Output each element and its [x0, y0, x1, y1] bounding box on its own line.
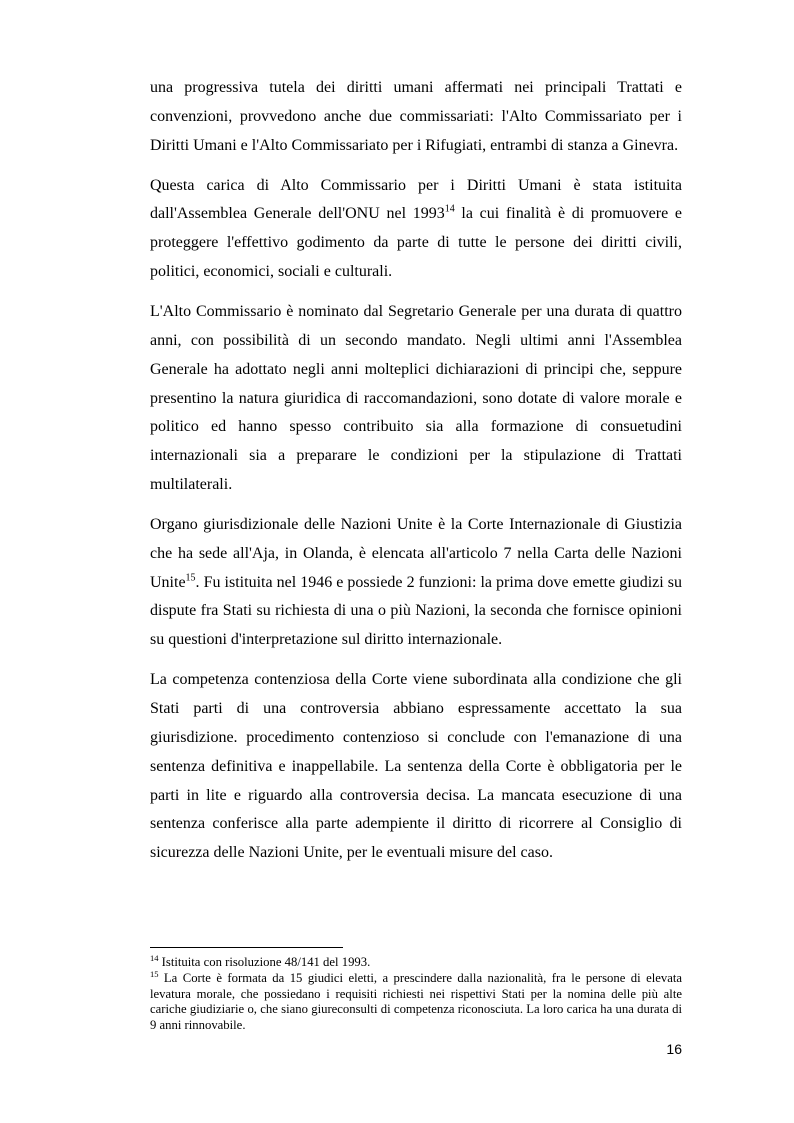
paragraph	[150, 172, 682, 287]
footnote-number: 14	[150, 952, 159, 963]
footnote-text: Istituita con risoluzione 48/141 del 1993.	[158, 955, 371, 969]
page-number: 16	[666, 1041, 682, 1057]
footnote	[150, 968, 682, 1034]
paragraph: una progressiva tutela dei diritti umani affermati nei principali Trattati e convenzioni, provvedono anche due commissariati: l'Alto Commissariato per i Diritti Umani e l'Alto Commissariato per i Rifugiati, entrambi di stanza a Ginevra.	[150, 79, 682, 154]
body-text	[150, 74, 682, 868]
footnote-separator	[150, 947, 343, 948]
footnote-number: 15	[150, 968, 159, 979]
footnote-reference[interactable]: 14	[444, 204, 455, 216]
paragraph-text: Questa carica di Alto Commissario per i Diritti Umani è stata istituita dall'Assemblea Generale dell'ONU nel 1993	[150, 176, 682, 223]
footnote-text: La Corte è formata da 15 giudici eletti, a prescindere dalla nazionalità, fra le persone di elevata levatura morale, che possiedano i requisiti richiesti nei rispettivi Stati per la nomina delle più alte cariche giudiziarie o, che siano giureconsulti di competenza riconosciuta. La loro carica ha una durata di 9 anni rinnovabile.	[150, 970, 682, 1033]
footnote	[150, 952, 682, 971]
paragraph: La competenza contenziosa della Corte viene subordinata alla condizione che gli Stati parti di una controversia abbiano espressamente accettato la sua giurisdizione. procedimento contenzioso si conclude con l'emanazione di una sentenza definitiva e inappellabile. La sentenza della Corte è obbligatoria per le parti in lite e riguardo alla controversia decisa. La mancata esecuzione di una sentenza conferisce alla parte adempiente il diritto di ricorrere al Consiglio di sicurezza delle Nazioni Unite, per le eventuali misure del caso.	[150, 671, 682, 862]
footnote-reference[interactable]: 15	[185, 572, 196, 584]
paragraph: L'Alto Commissario è nominato dal Segretario Generale per una durata di quattro anni, con possibilità di un secondo mandato. Negli ultimi anni l'Assemblea Generale ha adottato negli anni molteplici dichiarazioni di principi che, seppure presentino la natura giuridica di raccomandazioni, sono dotate di valore morale e politico ed hanno spesso contribuito sia alla formazione di consuetudini internazionali sia a preparare le condizioni per la stipulazione di Trattati multilaterali.	[150, 303, 682, 493]
paragraph-text: . Fu istituita nel 1946 e possiede 2 funzioni: la prima dove emette giudizi su dispute fra Stati su richiesta di una o più Nazioni, la seconda che fornisce opinioni su questioni d'interpretazione sul diritto internazionale.	[150, 573, 682, 649]
paragraph-text: la cui finalità è di promuovere e proteggere l'effettivo godimento da parte di tutte le persone dei diritti civili, politici, economici, sociali e culturali.	[150, 205, 682, 281]
paragraph	[150, 511, 682, 655]
footnotes	[150, 952, 682, 1034]
paragraph-text: Organo giurisdizionale delle Nazioni Unite è la Corte Internazionale di Giustizia che ha sede all'Aja, in Olanda, è elencata all'articolo 7 nella Carta delle Nazioni Unite	[150, 516, 682, 591]
